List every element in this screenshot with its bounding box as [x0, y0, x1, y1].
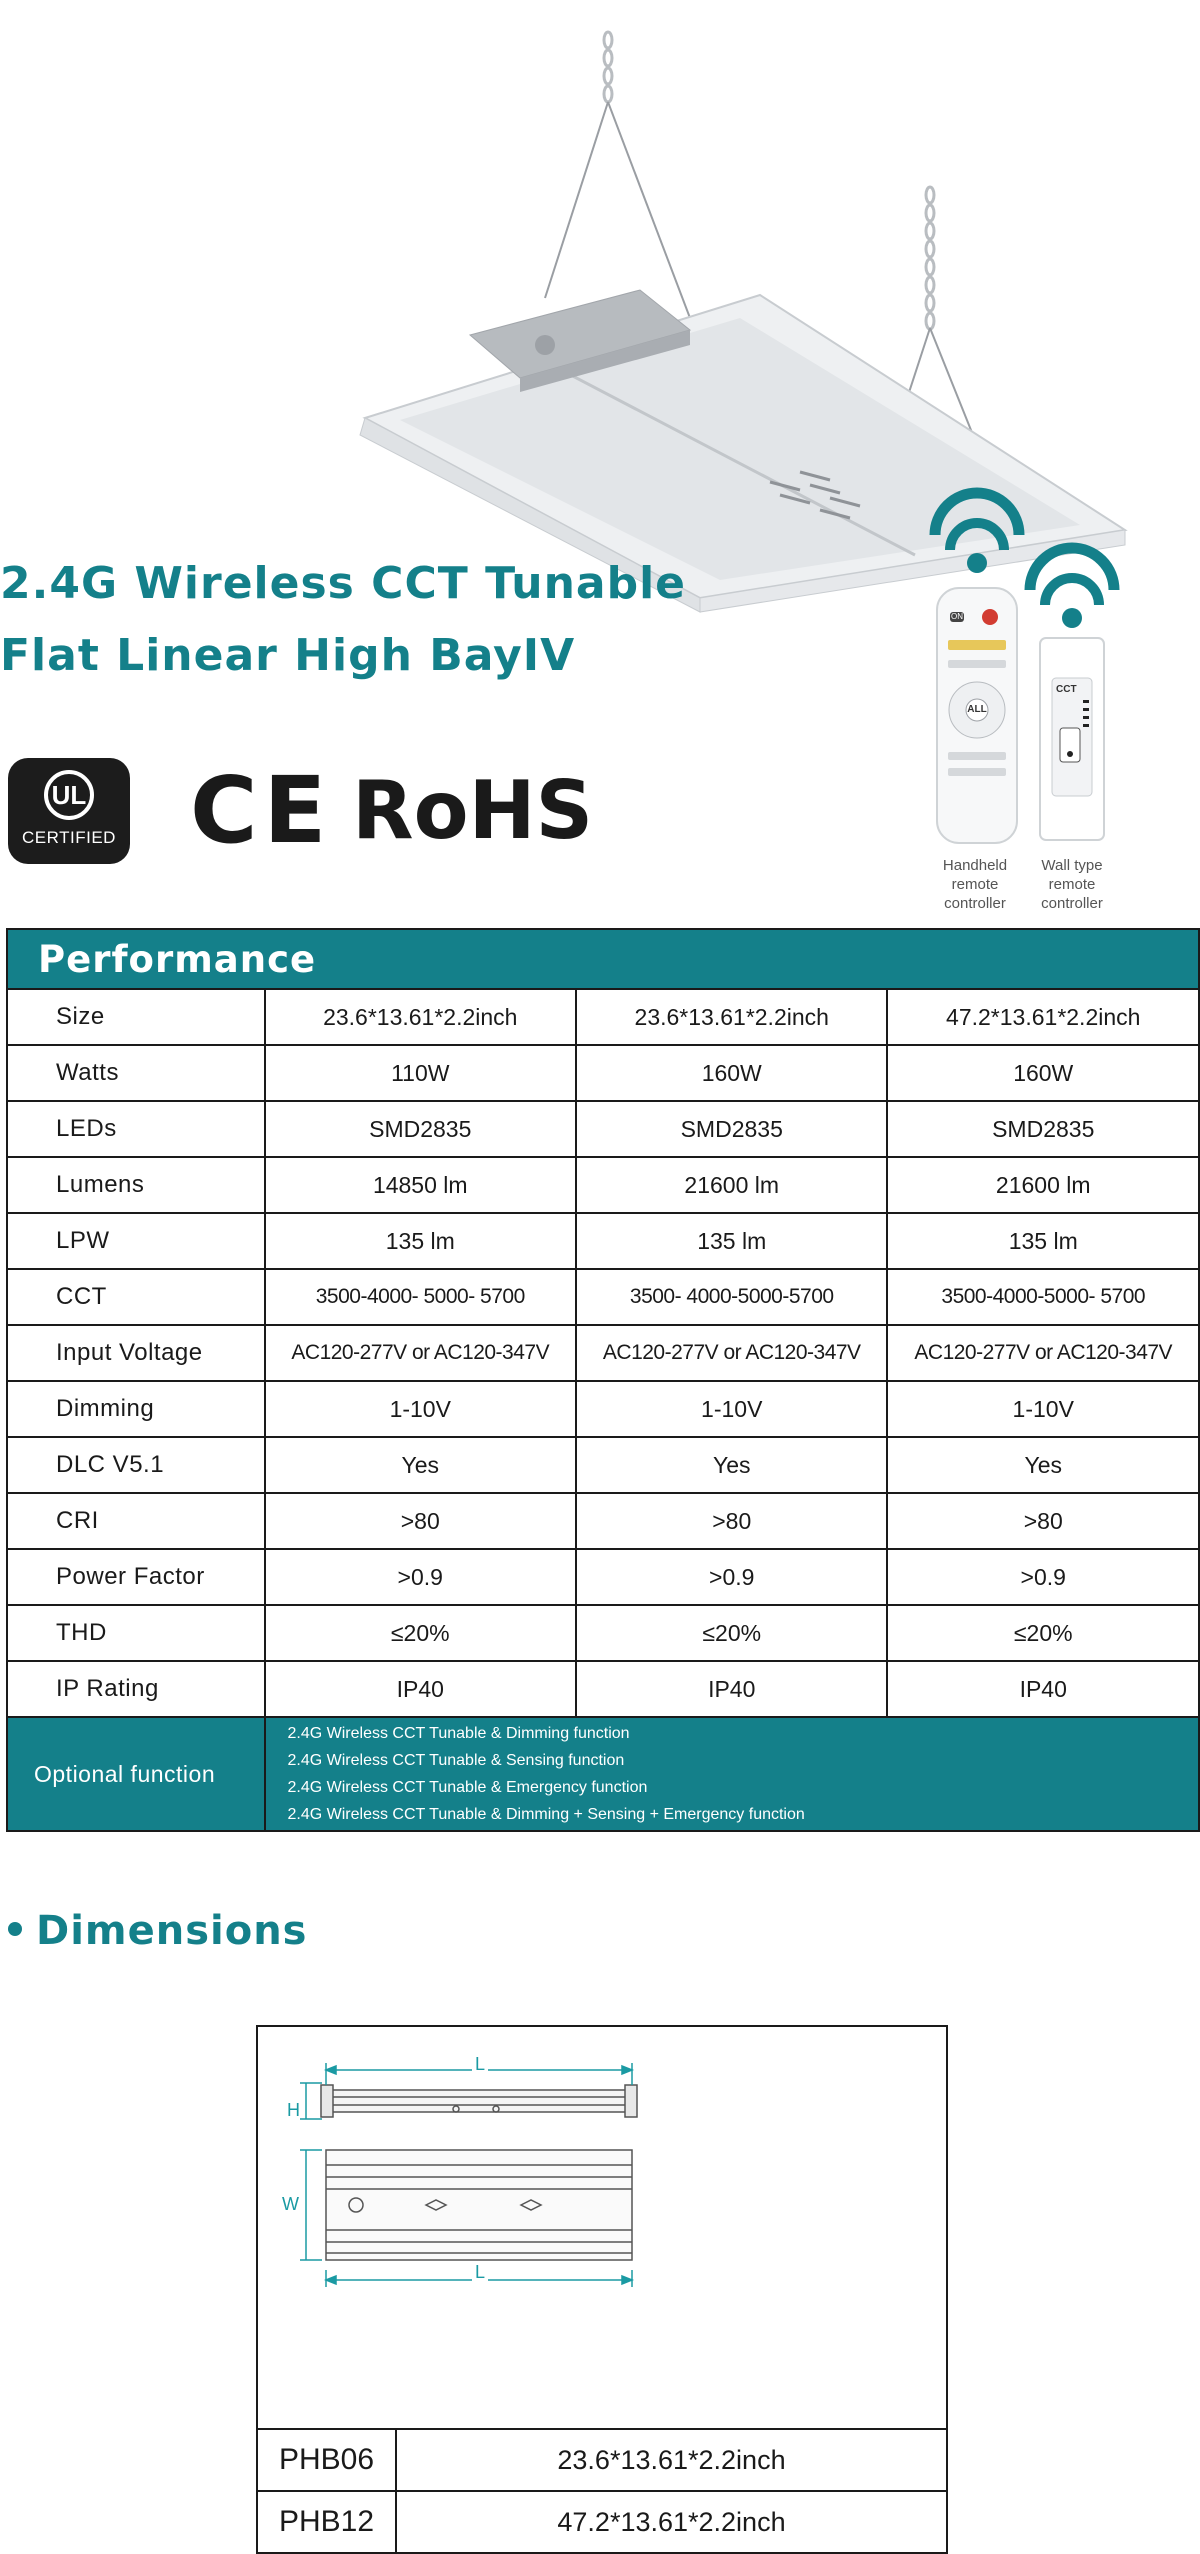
optional-function-item: 2.4G Wireless CCT Tunable & Emergency function — [287, 1779, 648, 1796]
table-cell: 47.2*13.61*2.2inch — [887, 989, 1199, 1045]
table-cell: >0.9 — [887, 1549, 1199, 1605]
row-label: Lumens — [7, 1157, 265, 1213]
table-cell: 110W — [265, 1045, 576, 1101]
hero-section — [0, 0, 1200, 915]
table-cell: 21600 lm — [576, 1157, 887, 1213]
table-cell: 21600 lm — [887, 1157, 1199, 1213]
table-cell: 135 lm — [887, 1213, 1199, 1269]
table-cell: 1-10V — [576, 1381, 887, 1437]
table-cell: 23.6*13.61*2.2inch — [265, 989, 576, 1045]
table-row — [7, 1101, 1199, 1157]
table-cell: >80 — [887, 1493, 1199, 1549]
table-row — [7, 1381, 1199, 1437]
model-name: PHB06 — [257, 2429, 396, 2491]
optional-function-list — [265, 1717, 1199, 1831]
table-cell: 3500-4000- 5000- 5700 — [265, 1269, 576, 1325]
row-label: Size — [7, 989, 265, 1045]
length-label-top: L — [472, 2054, 488, 2075]
table-cell: 1-10V — [887, 1381, 1199, 1437]
table-cell: 3500- 4000-5000-5700 — [576, 1269, 887, 1325]
side-view-drawing — [321, 2085, 637, 2117]
model-size: 23.6*13.61*2.2inch — [396, 2429, 947, 2491]
table-cell: 23.6*13.61*2.2inch — [576, 989, 887, 1045]
table-cell: SMD2835 — [887, 1101, 1199, 1157]
table-cell: 160W — [887, 1045, 1199, 1101]
ul-caption: CERTIFIED — [22, 828, 116, 847]
product-title — [0, 548, 686, 692]
table-row — [7, 989, 1199, 1045]
optional-function-label: Optional function — [7, 1717, 265, 1831]
table-cell: IP40 — [576, 1661, 887, 1717]
performance-table — [6, 928, 1200, 1832]
product-title-line2: Flat Linear High BayIV — [0, 630, 576, 681]
table-cell: >0.9 — [265, 1549, 576, 1605]
height-dimension — [300, 2083, 322, 2119]
product-illustration — [0, 0, 1200, 915]
row-label: DLC V5.1 — [7, 1437, 265, 1493]
table-cell: IP40 — [887, 1661, 1199, 1717]
model-name: PHB12 — [257, 2491, 396, 2553]
table-cell: AC120-277V or AC120-347V — [887, 1325, 1199, 1381]
table-cell: Yes — [887, 1437, 1199, 1493]
table-cell: 160W — [576, 1045, 887, 1101]
row-label: THD — [7, 1605, 265, 1661]
row-label: Dimming — [7, 1381, 265, 1437]
model-dimensions-table — [256, 2428, 948, 2554]
optional-function-row — [7, 1717, 1199, 1831]
length-label-bottom: L — [472, 2262, 488, 2283]
model-size: 47.2*13.61*2.2inch — [396, 2491, 947, 2553]
table-cell: ≤20% — [576, 1605, 887, 1661]
handheld-remote-caption: Handheld remote controller — [942, 857, 1008, 912]
top-view-drawing — [326, 2150, 632, 2260]
table-cell: ≤20% — [265, 1605, 576, 1661]
product-title-line1: 2.4G Wireless CCT Tunable — [0, 558, 687, 609]
chain-left — [604, 32, 612, 102]
table-row — [7, 1213, 1199, 1269]
ce-mark: CE — [190, 757, 333, 864]
performance-heading: Performance — [7, 929, 1199, 989]
table-row — [7, 1045, 1199, 1101]
table-row — [7, 1605, 1199, 1661]
optional-function-item: 2.4G Wireless CCT Tunable & Sensing function — [287, 1752, 625, 1769]
table-row — [7, 1661, 1199, 1717]
table-row — [7, 1157, 1199, 1213]
table-cell: Yes — [265, 1437, 576, 1493]
dimensions-heading — [8, 1908, 307, 1954]
table-cell: AC120-277V or AC120-347V — [576, 1325, 887, 1381]
row-label: Watts — [7, 1045, 265, 1101]
table-row — [7, 1437, 1199, 1493]
row-label: CRI — [7, 1493, 265, 1549]
bullet-icon — [8, 1922, 22, 1936]
table-row — [7, 1549, 1199, 1605]
table-cell: 1-10V — [265, 1381, 576, 1437]
wall-remote-caption: Wall type remote controller — [1041, 857, 1103, 912]
table-cell: 135 lm — [265, 1213, 576, 1269]
table-row — [7, 1493, 1199, 1549]
optional-function-item: 2.4G Wireless CCT Tunable & Dimming function — [287, 1725, 630, 1742]
row-label: LEDs — [7, 1101, 265, 1157]
optional-function-item: 2.4G Wireless CCT Tunable & Dimming + Sensing + Emergency function — [287, 1806, 805, 1823]
table-cell: Yes — [576, 1437, 887, 1493]
chain-right — [926, 187, 934, 329]
row-label: CCT — [7, 1269, 265, 1325]
table-cell: 135 lm — [576, 1213, 887, 1269]
table-row — [7, 1269, 1199, 1325]
row-label: Input Voltage — [7, 1325, 265, 1381]
row-label: Power Factor — [7, 1549, 265, 1605]
table-cell: ≤20% — [887, 1605, 1199, 1661]
table-cell: >80 — [265, 1493, 576, 1549]
height-label: H — [287, 2100, 300, 2120]
table-row — [257, 2429, 947, 2491]
remote-on-label: ON — [951, 612, 963, 621]
remote-all-label: ALL — [967, 704, 987, 715]
table-cell: AC120-277V or AC120-347V — [265, 1325, 576, 1381]
table-cell: SMD2835 — [265, 1101, 576, 1157]
table-cell: 14850 lm — [265, 1157, 576, 1213]
table-cell: SMD2835 — [576, 1101, 887, 1157]
table-cell: IP40 — [265, 1661, 576, 1717]
row-label: LPW — [7, 1213, 265, 1269]
table-cell: >80 — [576, 1493, 887, 1549]
ul-certified-badge — [8, 758, 130, 864]
row-label: IP Rating — [7, 1661, 265, 1717]
table-row — [257, 2491, 947, 2553]
table-cell: >0.9 — [576, 1549, 887, 1605]
rohs-mark: RoHS — [352, 764, 594, 857]
table-cell: 3500-4000-5000- 5700 — [887, 1269, 1199, 1325]
dimension-drawing — [256, 2025, 948, 2430]
ul-logo: UL — [44, 770, 94, 820]
performance-header-row — [7, 929, 1199, 989]
dimensions-heading-text: Dimensions — [36, 1908, 308, 1954]
wall-remote-cct-label: CCT — [1056, 684, 1077, 695]
width-dimension — [300, 2150, 322, 2260]
width-label: W — [282, 2194, 299, 2214]
table-row — [7, 1325, 1199, 1381]
